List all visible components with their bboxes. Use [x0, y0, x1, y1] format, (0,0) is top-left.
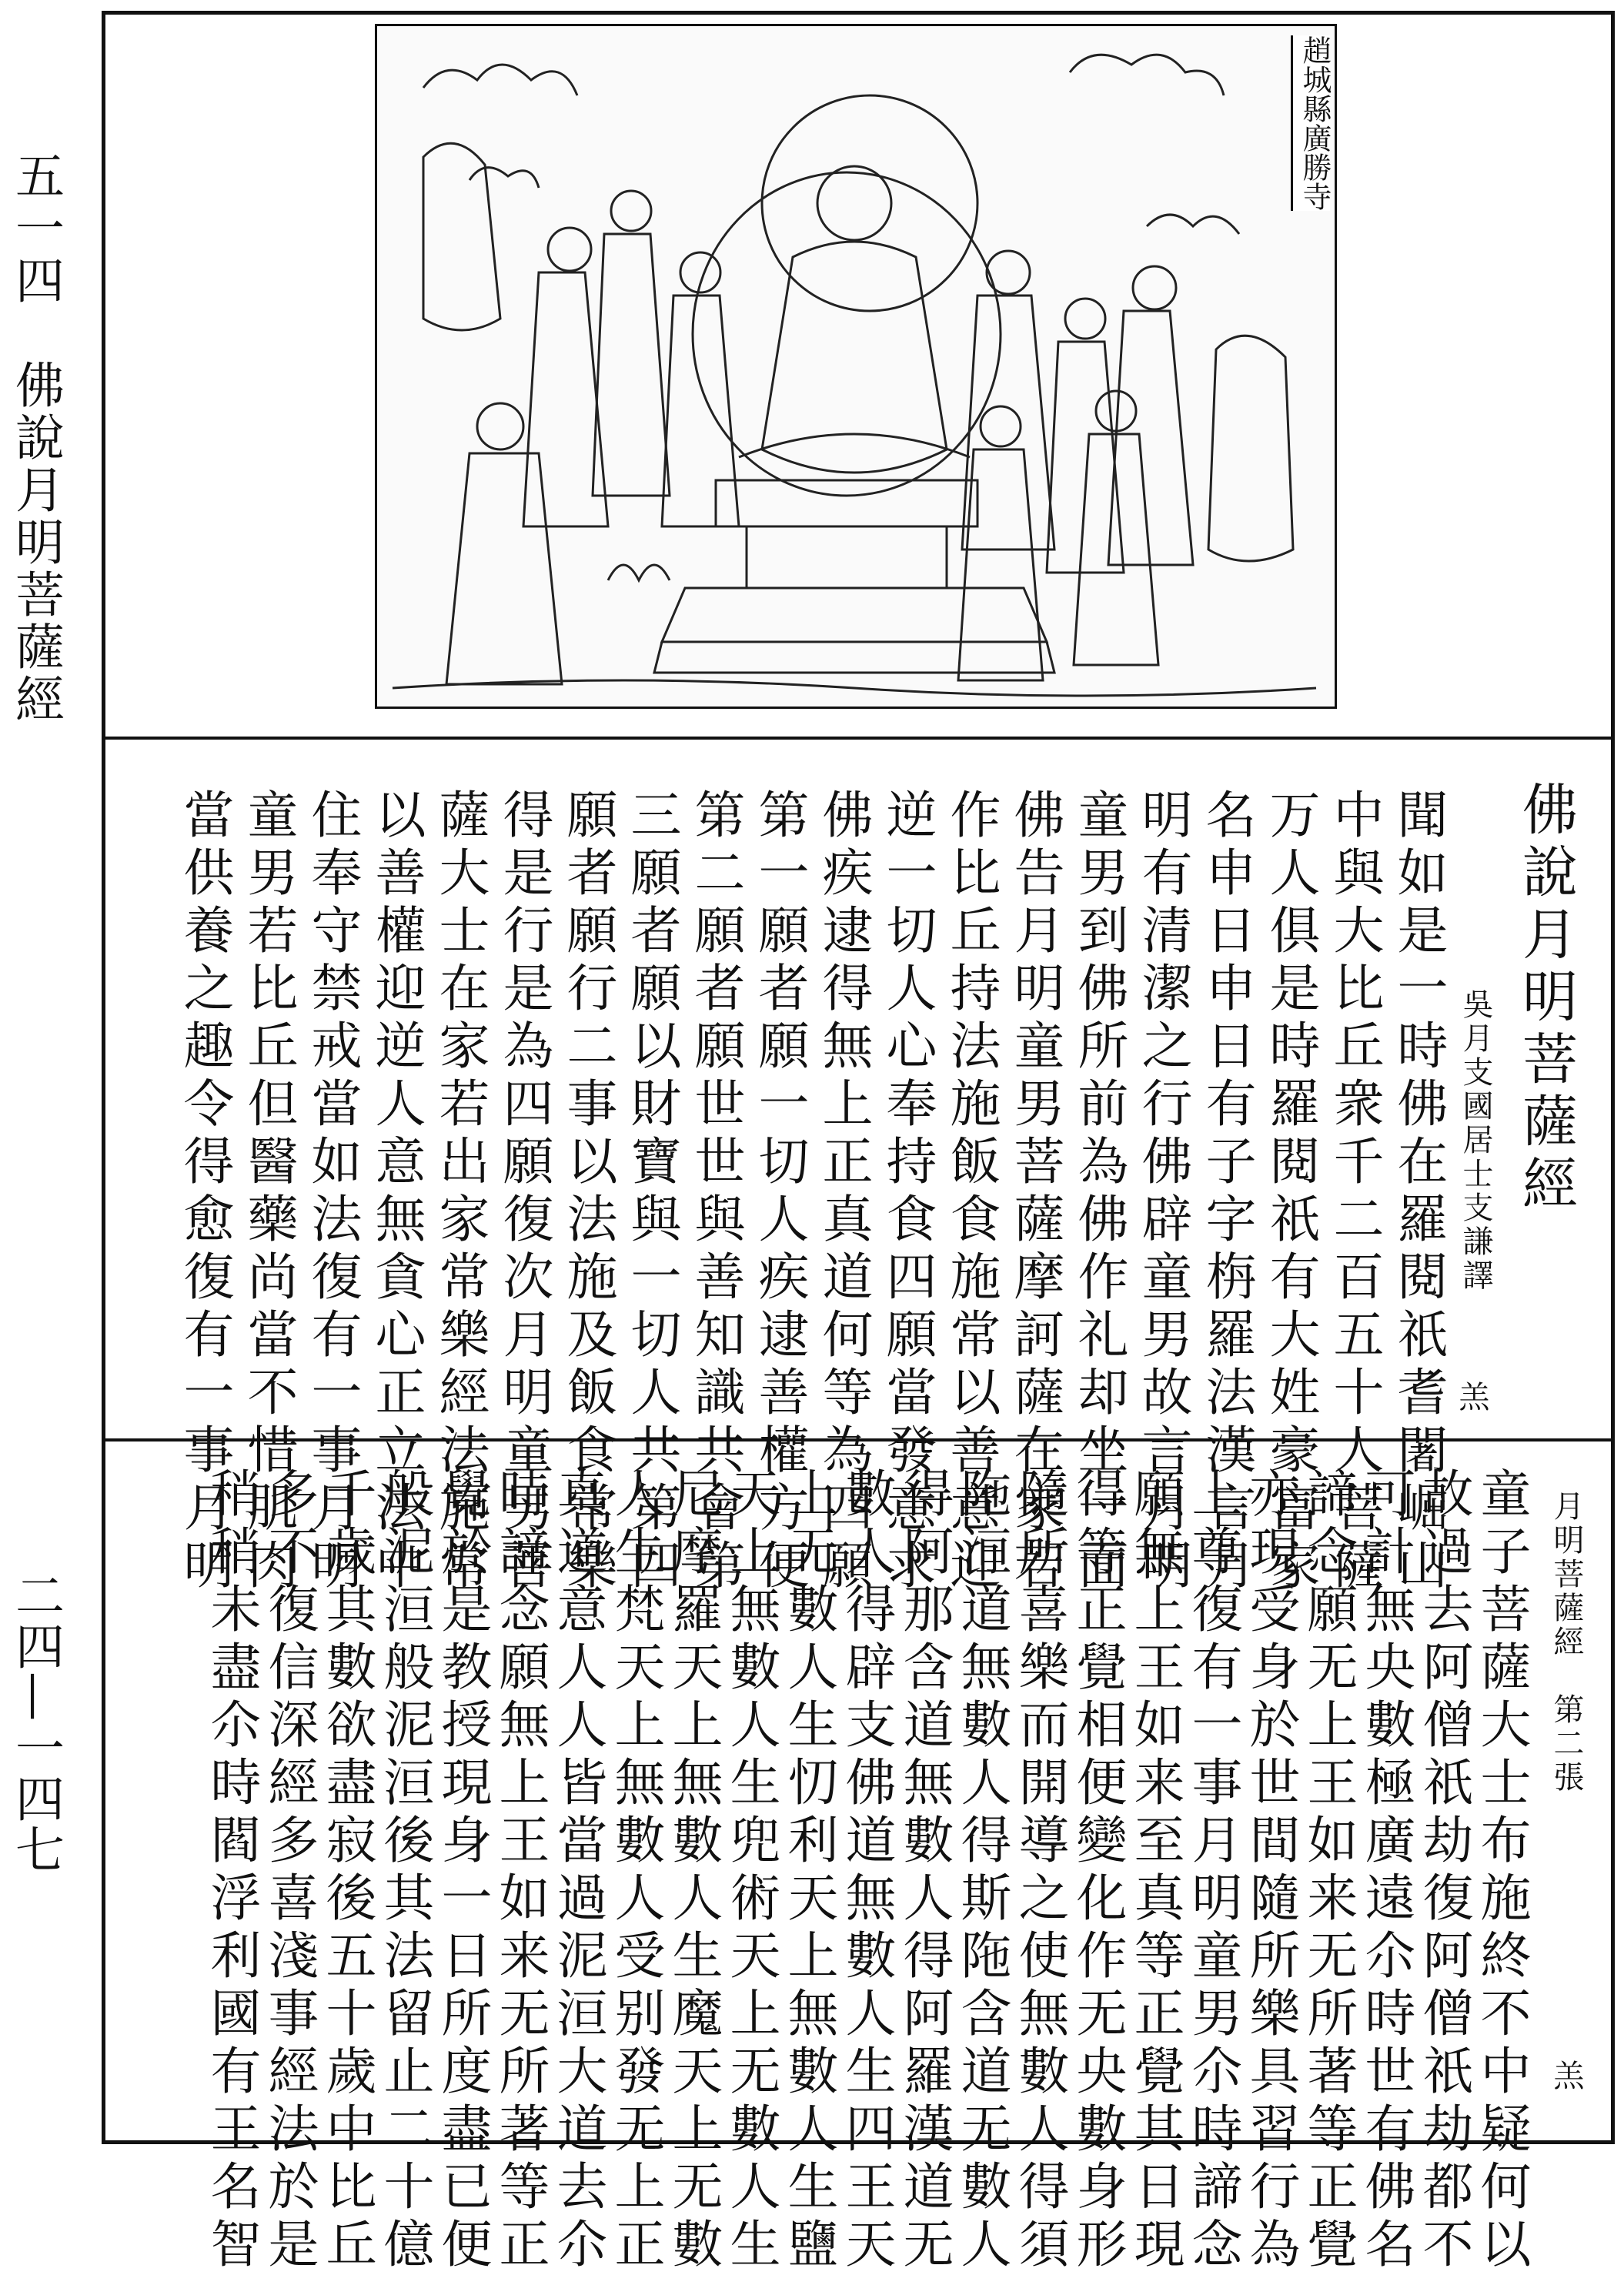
text-line: 人生梵天上無數人受别發无上正	[606, 1467, 665, 2275]
text-line: 尼摩羅天上無數人生魔天上无數	[663, 1467, 723, 2275]
text-line: 當供養之趣令得愈復有一事月明	[175, 788, 234, 1596]
text-line: 千歲其數欲盡寂後五十歲中比丘	[317, 1467, 376, 2275]
text-line: 天上無數人生兜術天上无數人生	[721, 1467, 780, 2275]
text-line: 佛告月明童男菩薩摩訶薩在家若	[1005, 788, 1064, 1596]
text-line: 隨所喜樂而開導之使無數人得須	[1010, 1467, 1069, 2275]
text-line: 明有清潔之行佛辟童男故言月明	[1133, 788, 1192, 1596]
illustration-drawing	[377, 26, 1337, 709]
text-line: 數人得辟支佛道無數人生四王天	[837, 1467, 896, 2275]
text-line: 般泥洹般泥洹後其法留止二十億	[375, 1467, 434, 2275]
text-line: 覺於是教授現身一日所度盡已便	[433, 1467, 492, 2275]
text-line: 佛疾逮得無上正真道何等為四願	[814, 788, 873, 1596]
sutra-title: 佛說月明菩薩經	[1513, 780, 1578, 1217]
text-line: 諦念願无上王如来无所著等正覺	[1298, 1467, 1358, 2275]
text-line: 故過去阿僧祇劫復阿僧祇劫都不	[1414, 1467, 1473, 2275]
divider-bottom	[105, 1438, 1611, 1442]
page-frame	[102, 11, 1615, 2275]
text-line: 願無上王如来至真等正覺其日現	[1125, 1467, 1185, 2275]
text-line: 稍稍未盡尒時閻浮利國有王名智	[202, 1467, 261, 2275]
text-line: 第二願者願世世與善知識共會第	[686, 788, 745, 1596]
text-line: 童子菩薩大士布施終不中疑何以	[1472, 1467, 1531, 2275]
block-header: 月明菩薩經 第二張	[1549, 1490, 1584, 1795]
block-mark: 羔	[1454, 1381, 1489, 1418]
text-line: 中與大比丘衆千二百五十人菩薩	[1325, 788, 1384, 1596]
text-line: 上无數人生忉利天上無數人生鹽	[779, 1467, 838, 2275]
text-line: 上尊復有一事月明童男尒時諦念	[1183, 1467, 1242, 2275]
text-line: 陁洹道無數人得斯陁含道无數人	[952, 1467, 1011, 2275]
text-line: 名申日申日有子字栴羅法漢言月	[1197, 788, 1256, 1596]
text-line: 真道意人人皆當過泥洹大道去尒	[548, 1467, 607, 2275]
block-mark: 羔	[1549, 2060, 1584, 2097]
text-line: 童男若比丘但醫藥尚當不惜肌肉	[239, 788, 298, 1596]
text-line: 亦現受身於世間隨所樂具習行為	[1241, 1467, 1300, 2275]
text-line: 三願者願以財寶與一切人共第四	[622, 788, 681, 1596]
text-line: 得阿那含道無數人得阿羅漢道无	[894, 1467, 954, 2275]
text-line: 得是行是為四願復次月明童男菩	[494, 788, 553, 1596]
text-line: 聞如是一時佛在羅閱祇耆闍崛山	[1388, 788, 1448, 1596]
page-number: 二四—一四七	[7, 1570, 64, 1875]
text-panel-1	[105, 742, 1611, 1596]
text-line: 時諦念願無上王如来无所著等正	[490, 1467, 550, 2275]
text-line: 願者願行二事以法施及飯食常樂	[558, 788, 617, 1596]
text-line: 童男到佛所前為佛作礼却坐一面	[1069, 788, 1128, 1596]
temple-label: 趙城縣廣勝寺	[1291, 35, 1330, 211]
buddha-illustration	[375, 24, 1337, 709]
text-line: 薩大士在家若出家常樂經法施常	[430, 788, 490, 1596]
text-line: 逆一切人心奉持食四願當發意求	[877, 788, 937, 1596]
text-line: 作比丘持法施飯食施常以善意迎	[941, 788, 1001, 1596]
text-line: 得等正覺相便變化作无央數身形	[1068, 1467, 1127, 2275]
text-line: 可計無央數極廣遠尒時世有佛名	[1356, 1467, 1415, 2275]
text-line: 住奉守禁戒當如法復有一事月明	[302, 788, 362, 1596]
sutra-margin-title: 五一四 佛說月明菩薩經	[7, 150, 64, 726]
divider-top	[105, 737, 1611, 740]
text-line: 以善權迎逆人意無貪心正立法中	[366, 788, 426, 1596]
text-line: 第一願者願一切人疾逮善權方便	[750, 788, 809, 1596]
text-panel-2	[105, 1444, 1611, 2275]
text-line: 万人俱是時羅閱祇有大姓豪富家	[1261, 788, 1320, 1596]
translator-credit: 吳月支國居士支謙譯	[1458, 988, 1493, 1293]
text-line: 多不復信深經多喜淺事經法於是	[259, 1467, 319, 2275]
